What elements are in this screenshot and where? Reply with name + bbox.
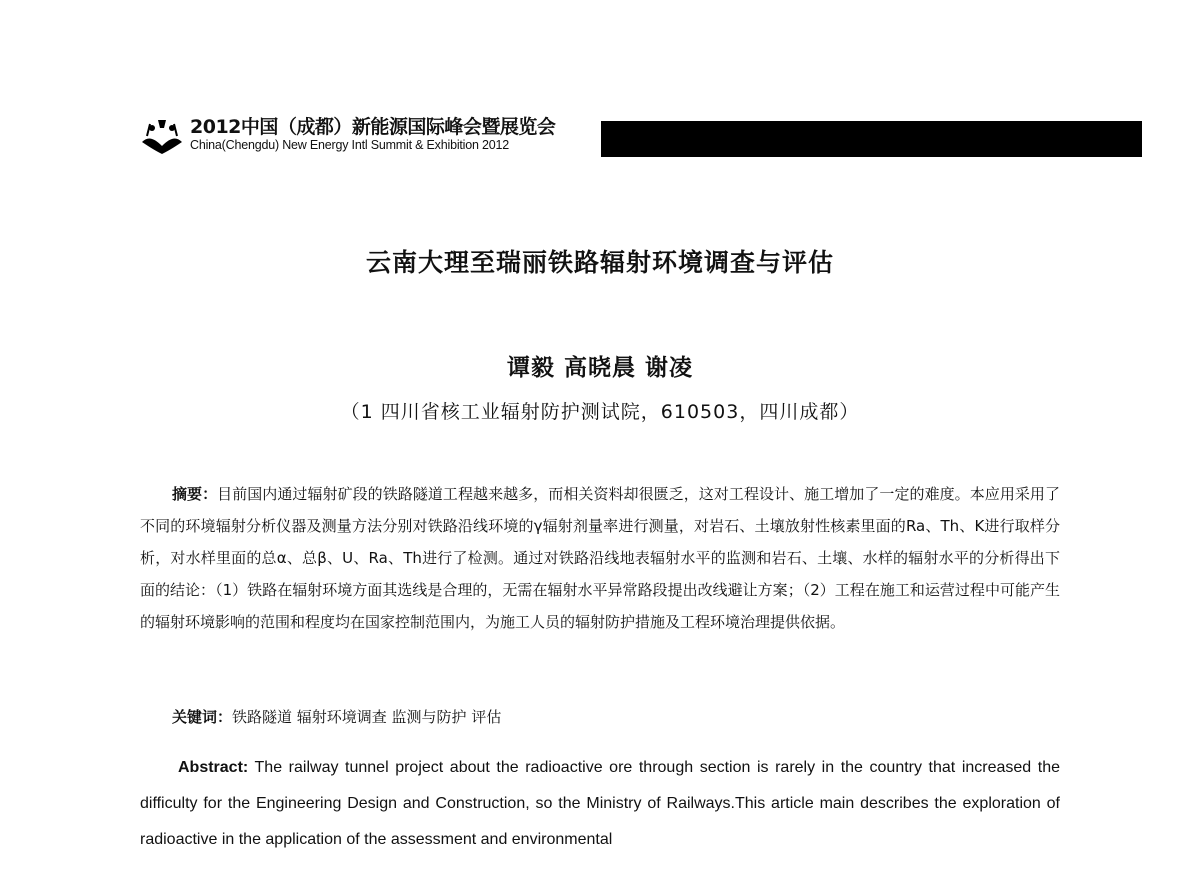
abstract-cn-label: 摘要：	[172, 485, 218, 503]
conference-logo-icon	[138, 116, 186, 156]
abstract-en	[140, 750, 1060, 858]
abstract-cn	[140, 478, 1060, 638]
abstract-cn-text: 目前国内通过辐射矿段的铁路隧道工程越来越多，而相关资料却很匮乏，这对工程设计、施工增加了一定的难度。本应用采用了不同的环境辐射分析仪器及测量方法分别对铁路沿线环境的γ辐射剂量率进行测量，对岩石、土壤放射性核素里面的Ra、Th、K进行取样分析，对水样里面的总α、总β、U、Ra、Th进行了检测。通过对铁路沿线地表辐射水平的监测和岩石、土壤、水样的辐射水平的分析得出下面的结论：（1）铁路在辐射环境方面其选线是合理的，无需在辐射水平异常路段提出改线避让方案；（2）工程在施工和运营过程中可能产生的辐射环境影响的范围和程度均在国家控制范围内，为施工人员的辐射防护措施及工程环境治理提供依据。	[140, 485, 1060, 631]
keywords-label: 关键词：	[172, 708, 233, 726]
paper-authors: 谭毅 高晓晨 谢凌	[506, 355, 693, 381]
abstract-en-text: The railway tunnel project about the radioactive ore through section is rarely in the country that increased the difficulty for the Engineering Design and Construction, so the Ministry of Railways.This article main describes the exploration of radioactive in the application of the assessment and environmental	[140, 759, 1061, 848]
conference-header	[138, 112, 1142, 160]
keywords-text: 铁路隧道 辐射环境调查 监测与防护 评估	[232, 708, 502, 726]
abstract-en-label: Abstract:	[178, 759, 249, 776]
header-bar	[601, 121, 1142, 157]
keywords	[172, 706, 501, 727]
conference-name-en: China(Chengdu) New Energy Intl Summit & Exhibition 2012	[190, 138, 510, 152]
paper-title: 云南大理至瑞丽铁路辐射环境调查与评估	[365, 248, 834, 277]
conference-name-cn: 2012中国（成都）新能源国际峰会暨展览会	[190, 116, 556, 138]
paper-affiliation: （1 四川省核工业辐射防护测试院，610503，四川成都）	[340, 401, 860, 423]
